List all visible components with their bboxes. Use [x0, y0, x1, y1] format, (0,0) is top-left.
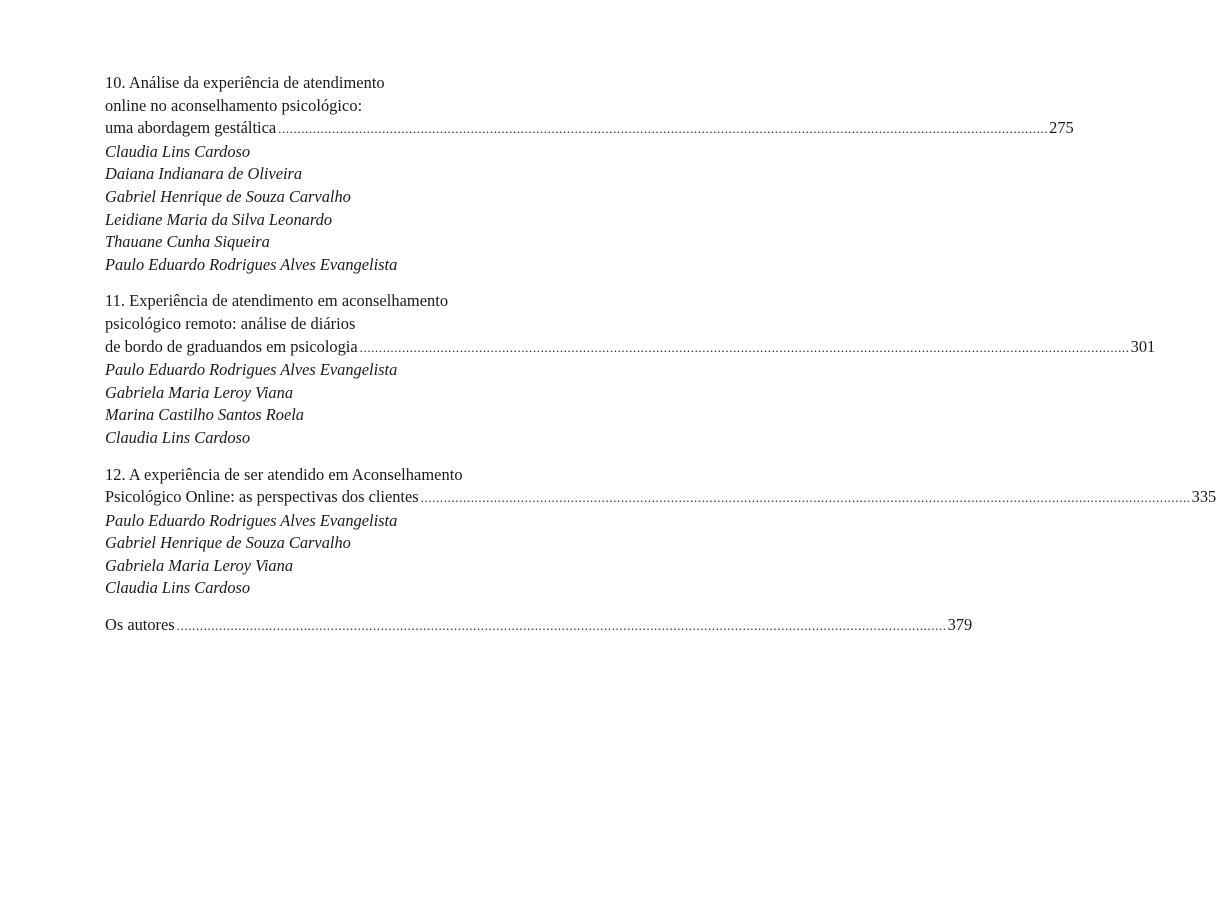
dot-leader: ........................................................................................................................................................................................................: [359, 339, 1130, 355]
author-name: Claudia Lins Cardoso: [105, 427, 251, 447]
author-name: Marina Castilho Santos Roela: [105, 405, 304, 425]
page-number: 335: [1191, 487, 1216, 507]
author-name: Claudia Lins Cardoso: [105, 578, 251, 598]
chapter-title-line: 12. A experiência de ser atendido em Aconselhamento: [105, 464, 463, 484]
author-name: Leidiane Maria da Silva Leonardo: [105, 209, 333, 229]
author-name: Paulo Eduardo Rodrigues Alves Evangelista: [105, 254, 398, 274]
toc-entry-12: [105, 464, 1216, 601]
author-name: Gabriel Henrique de Souza Carvalho: [105, 186, 351, 206]
author-name: Gabriel Henrique de Souza Carvalho: [105, 533, 351, 553]
chapter-title-text: de bordo de graduandos em psicologia: [105, 336, 358, 356]
author-name: Thauane Cunha Siqueira: [105, 232, 270, 252]
dot-leader: ........................................................................................................................................................................................................: [420, 490, 1191, 506]
chapter-title-text: Os autores: [105, 615, 175, 635]
author-name: Paulo Eduardo Rodrigues Alves Evangelista: [105, 510, 398, 530]
toc-entry-11: [105, 290, 1156, 449]
chapter-title-line: 11. Experiência de atendimento em aconselhamento: [105, 291, 449, 311]
page-number: 379: [947, 615, 973, 635]
author-name: Claudia Lins Cardoso: [105, 141, 251, 161]
dot-leader: ........................................................................................................................................................................................................: [176, 618, 947, 634]
chapter-title-line: online no aconselhamento psicológico:: [105, 95, 363, 115]
toc-entry-10: [105, 72, 1074, 276]
author-name: Paulo Eduardo Rodrigues Alves Evangelista: [105, 360, 398, 380]
chapter-title-last-line: [105, 486, 1216, 510]
author-name: Daiana Indianara de Oliveira: [105, 164, 303, 184]
page-number: 301: [1130, 336, 1156, 356]
chapter-title-last-line: [105, 614, 973, 638]
chapter-title-line: psicológico remoto: análise de diários: [105, 313, 356, 333]
page-number: 275: [1049, 118, 1074, 138]
author-name: Gabriela Maria Leroy Viana: [105, 382, 294, 402]
dot-leader: ........................................................................................................................................................................................................: [278, 121, 1049, 137]
chapter-title-line: 10. Análise da experiência de atendimento: [105, 73, 385, 92]
toc-entry-authors: [105, 614, 973, 638]
chapter-title-text: Psicológico Online: as perspectivas dos clientes: [105, 487, 419, 507]
table-of-contents: [105, 72, 1216, 652]
chapter-title-text: uma abordagem gestáltica: [105, 118, 277, 138]
chapter-title-last-line: [105, 117, 1074, 141]
author-name: Gabriela Maria Leroy Viana: [105, 555, 294, 575]
chapter-title-last-line: [105, 336, 1156, 360]
